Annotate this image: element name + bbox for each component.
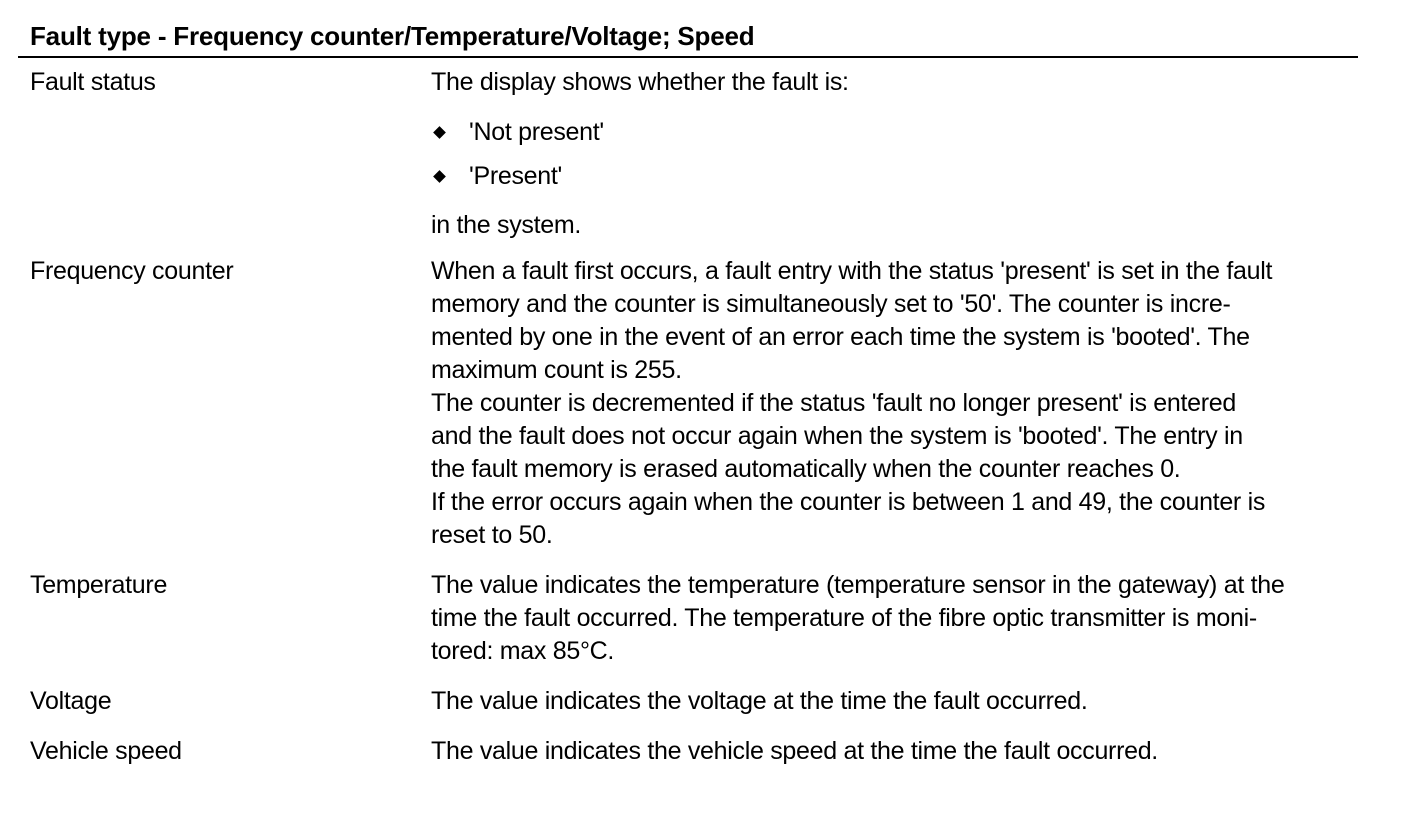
text-line: maximum count is 255.	[431, 356, 682, 384]
fault-status-options	[431, 110, 1346, 198]
text-line: mented by one in the event of an error each time the system is 'booted'. The	[431, 323, 1250, 351]
row-content-frequency-counter	[431, 255, 1346, 552]
row-label-vehicle-speed: Vehicle speed	[30, 737, 182, 765]
row-vehicle-speed	[18, 735, 1358, 768]
text-line: memory and the counter is simultaneously set to '50'. The counter is incre-	[431, 290, 1231, 318]
text-line: The value indicates the temperature (temperature sensor in the gateway) at the	[431, 571, 1285, 599]
row-content-vehicle-speed: The value indicates the vehicle speed at the time the fault occurred.	[431, 737, 1158, 765]
diamond-bullet-icon	[433, 126, 446, 139]
header-rule	[18, 56, 1358, 58]
text-line: time the fault occurred. The temperature of the fibre optic transmitter is moni-	[431, 604, 1257, 632]
fault-status-intro: The display shows whether the fault is:	[431, 68, 849, 96]
row-label-fault-status: Fault status	[30, 68, 156, 96]
row-label-frequency-counter: Frequency counter	[30, 257, 234, 285]
text-line: When a fault first occurs, a fault entry with the status 'present' is set in the fault	[431, 257, 1273, 285]
table-title: Fault type - Frequency counter/Temperature/Voltage; Speed	[30, 21, 755, 51]
row-temperature	[18, 569, 1358, 668]
row-frequency-counter	[18, 255, 1358, 552]
fault-status-outro: in the system.	[431, 211, 582, 239]
text-line: If the error occurs again when the counter is between 1 and 49, the counter is	[431, 488, 1266, 516]
row-content-temperature	[431, 569, 1346, 668]
row-voltage	[18, 685, 1358, 718]
row-content-voltage: The value indicates the voltage at the time the fault occurred.	[431, 687, 1088, 715]
text-line: tored: max 85°C.	[431, 637, 615, 665]
text-line: the fault memory is erased automatically when the counter reaches 0.	[431, 455, 1181, 483]
diamond-bullet-icon	[433, 170, 446, 183]
text-line: reset to 50.	[431, 521, 553, 549]
text-line: and the fault does not occur again when the system is 'booted'. The entry in	[431, 422, 1243, 450]
row-fault-status	[18, 66, 1358, 242]
row-label-temperature: Temperature	[30, 571, 168, 599]
list-item	[431, 110, 1346, 154]
fault-type-table	[18, 18, 1358, 768]
row-content-fault-status	[431, 66, 1346, 242]
text-line: The counter is decremented if the status 'fault no longer present' is entered	[431, 389, 1236, 417]
row-label-voltage: Voltage	[30, 687, 112, 715]
list-item	[431, 154, 1346, 198]
option-present: 'Present'	[469, 161, 563, 190]
option-not-present: 'Not present'	[469, 117, 604, 146]
